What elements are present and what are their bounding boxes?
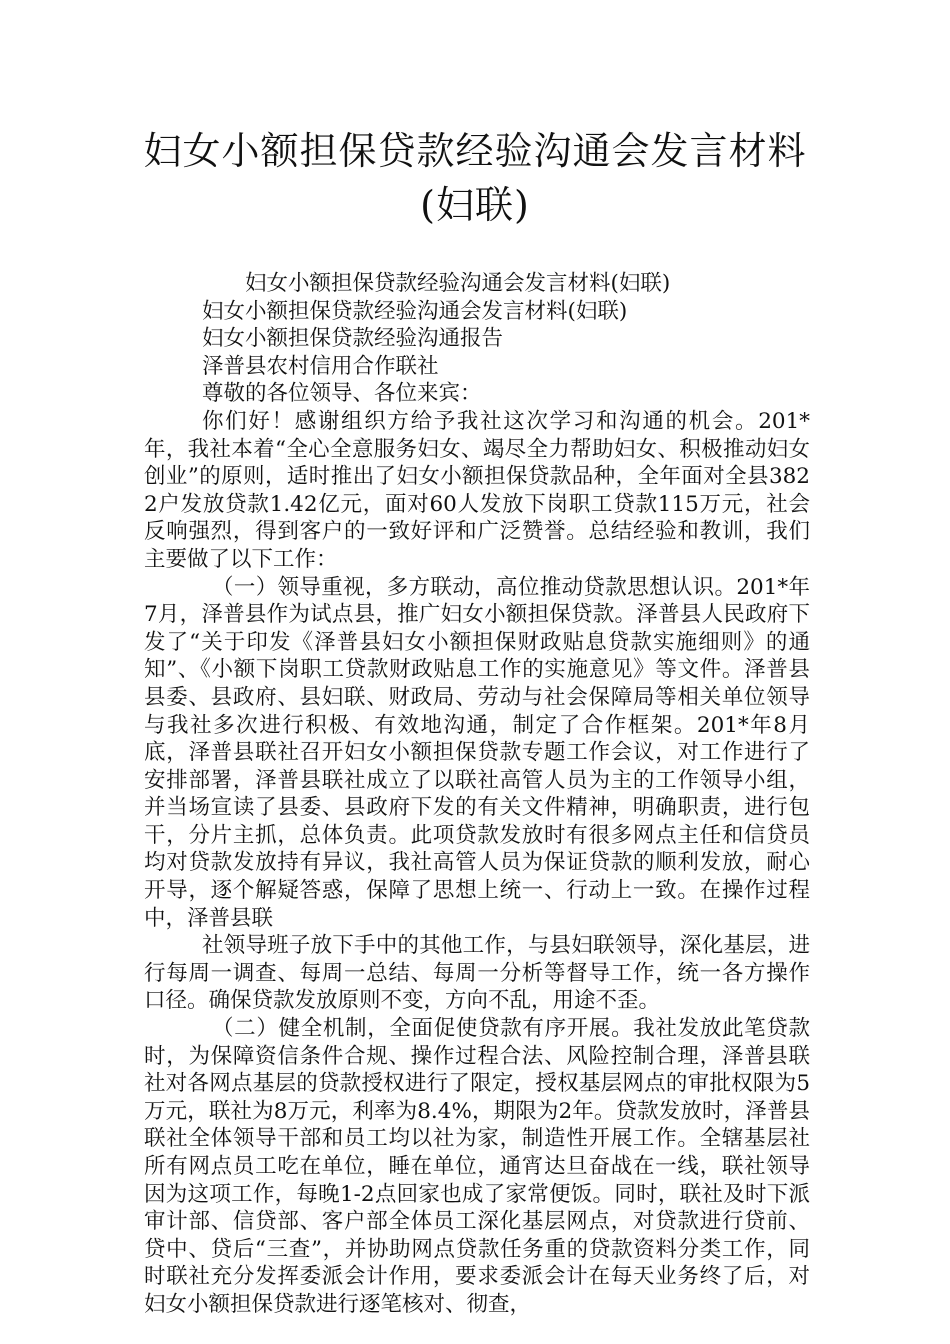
body-paragraph: 社领导班子放下手中的其他工作，与县妇联领导，深化基层，进行每周一调查、每周一总结、每周一分析等督导工作，统一各方操作口径。确保贷款发放原则不变，方向不乱，用途不歪。: [144, 933, 810, 1014]
document-title: 妇女小额担保贷款经验沟通会发言材料(妇联): [143, 129, 807, 227]
body-paragraph: （二）健全机制，全面促使贷款有序开展。我社发放此笔贷款时，为保障资信条件合规、操作过程合法、风险控制合理，泽普县联社对各网点基层的贷款授权进行了限定，授权基层网点的审批权限为5万元，联社为8万元，利率为8.4%，期限为2年。贷款发放时，泽普县联社全体领导干部和员工均以社为家，制造性开展工作。全辖基层社所有网点员工吃在单位，睡在单位，通宵达旦奋战在一线，联社领导因为这项工作，每晚1-2点回家也成了家常便饭。同时，联社及时下派审计部、信贷部、客户部全体员工深化基层网点，对贷款进行贷前、贷中、贷后“三查”，并协助网点贷款任务重的贷款资料分类工作，同时联社充分发挥委派会计作用，要求委派会计在每天业务终了后，对妇女小额担保贷款进行逐笔核对、彻查，: [144, 1016, 810, 1317]
organization-line: 泽普县农村信用合作联社: [202, 353, 439, 379]
body-paragraph: （一）领导重视，多方联动，高位推动贷款思想认识。201*年7月，泽普县作为试点县，推广妇女小额担保贷款。泽普县人民政府下发了“关于印发《泽普县妇女小额担保财政贴息贷款实施细则》的通知”、《小额下岗职工贷款财政贴息工作的实施意见》等文件。泽普县县委、县政府、县妇联、财政局、劳动与社会保障局等相关单位领导与我社多次进行积极、有效地沟通，制定了合作框架。201*年8月底，泽普县联社召开妇女小额担保贷款专题工作会议，对工作进行了安排部署，泽普县联社成立了以联社高管人员为主的工作领导小组，并当场宣读了县委、县政府下发的有关文件精神，明确职责，进行包干，分片主抓，总体负责。此项贷款发放时有很多网点主任和信贷员均对贷款发放持有异议，我社高管人员为保证贷款的顺利发放，耐心开导，逐个解疑答惑，保障了思想上统一、行动上一致。在操作过程中，泽普县联: [144, 574, 810, 931]
header-line: 妇女小额担保贷款经验沟通会发言材料(妇联): [202, 298, 628, 324]
salutation-line: 尊敬的各位领导、各位来宾：: [202, 381, 482, 407]
document-body: [144, 270, 810, 1319]
body-paragraph: 你们好！感谢组织方给予我社这次学习和沟通的机会。201*年，我社本着“全心全意服务妇女、竭尽全力帮助妇女、积极推动妇女创业”的原则，适时推出了妇女小额担保贷款品种，全年面对全县3822户发放贷款1.42亿元，面对60人发放下岗职工贷款115万元，社会反响强烈，得到客户的一致好评和广泛赞誉。总结经验和教训，我们主要做了以下工作：: [144, 408, 810, 572]
report-title-line: 妇女小额担保贷款经验沟通报告: [202, 326, 504, 352]
header-line: 妇女小额担保贷款经验沟通会发言材料(妇联): [245, 271, 671, 296]
